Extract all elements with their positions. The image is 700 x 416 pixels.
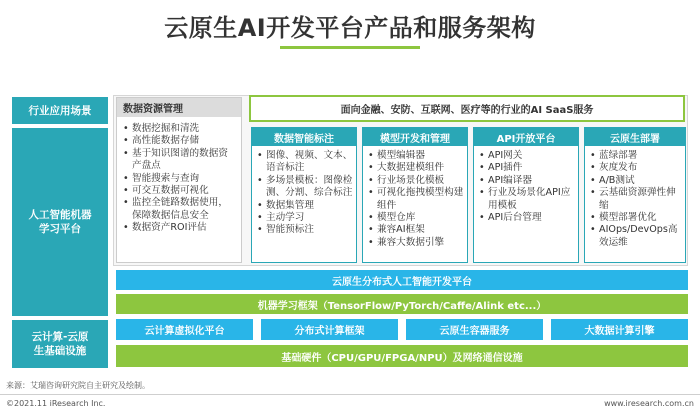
column-title: 数据智能标注 <box>252 128 356 146</box>
label-industry-scenarios: 行业应用场景 <box>12 97 108 124</box>
ml-framework-bar: 机器学习框架（TensorFlow/PyTorch/Caffe/Alink etc...） <box>116 294 688 314</box>
distributed-ai-platform-bar: 云原生分布式人工智能开发平台 <box>116 270 688 290</box>
page-title: 云原生AI开发平台产品和服务架构 <box>164 14 536 42</box>
column-list <box>585 146 685 249</box>
data-resource-panel <box>116 97 242 263</box>
column-title: 模型开发和管理 <box>363 128 467 146</box>
column-data-labeling <box>251 127 357 263</box>
copyright-text: ©2021.11 iResearch Inc. <box>6 399 106 408</box>
column-item: • 主动学习 <box>255 212 353 224</box>
source-note: 来源：艾瑞咨询研究院自主研究及绘制。 <box>6 381 150 390</box>
column-cloud-deployment <box>584 127 686 263</box>
column-item: • 兼容AI框架 <box>366 224 464 236</box>
label-cloud-infrastructure: 云计算-云原 生基础设施 <box>12 320 108 368</box>
column-api-platform <box>473 127 579 263</box>
footer-divider <box>0 394 700 395</box>
column-item: • 行业及场景化API应用模板 <box>477 187 575 212</box>
column-title: API开放平台 <box>474 128 578 146</box>
data-resource-item: • 智能搜索与查询 <box>121 173 237 185</box>
column-item: • 灰度发布 <box>588 162 682 174</box>
data-resource-item: • 数据挖掘和清洗 <box>121 123 237 135</box>
column-item: • API编译器 <box>477 175 575 187</box>
column-item: • AIOps/DevOps高效运维 <box>588 224 682 249</box>
infra-big-data-engine-bar: 大数据计算引擎 <box>551 319 688 340</box>
data-resource-list <box>117 117 241 235</box>
column-item: • A/B测试 <box>588 175 682 187</box>
data-resource-item: • 监控全链路数据使用，保障数据信息安全 <box>121 197 237 222</box>
column-item: • 蓝绿部署 <box>588 150 682 162</box>
column-item: • API后台管理 <box>477 212 575 224</box>
data-resource-item: • 高性能数据存储 <box>121 135 237 147</box>
column-item: • 兼容大数据引擎 <box>366 237 464 249</box>
column-item: • 模型编辑器 <box>366 150 464 162</box>
website-text: www.iresearch.com.cn <box>604 399 694 408</box>
data-resource-item: • 可交互数据可视化 <box>121 185 237 197</box>
title-underline <box>280 46 420 49</box>
saas-services-bar: 面向金融、安防、互联网、医疗等的行业的AI SaaS服务 <box>249 95 685 122</box>
column-list <box>474 146 578 224</box>
column-item: • 图像、视频、文本、语音标注 <box>255 150 353 175</box>
data-resource-item: • 数据资产ROI评估 <box>121 222 237 234</box>
column-item: • 行业场景化模板 <box>366 175 464 187</box>
column-title: 云原生部署 <box>585 128 685 146</box>
column-item: • 多场景模板：图像检测、分割、综合标注 <box>255 175 353 200</box>
column-item: • 可视化拖拽模型构建组件 <box>366 187 464 212</box>
data-resource-item: • 基于知识图谱的数据资产盘点 <box>121 148 237 173</box>
infra-distributed-compute-bar: 分布式计算框架 <box>261 319 398 340</box>
column-item: • 模型仓库 <box>366 212 464 224</box>
column-list <box>252 146 356 237</box>
column-model-development <box>362 127 468 263</box>
column-item: • API网关 <box>477 150 575 162</box>
column-item: • 智能预标注 <box>255 224 353 236</box>
label-ai-ml-platform: 人工智能机器 学习平台 <box>12 128 108 316</box>
infra-virtualization-bar: 云计算虚拟化平台 <box>116 319 253 340</box>
hardware-bar: 基础硬件（CPU/GPU/FPGA/NPU）及网络通信设施 <box>116 345 688 367</box>
data-resource-title: 数据资源管理 <box>117 98 241 117</box>
column-item: • 大数据建模组件 <box>366 162 464 174</box>
column-item: • 模型部署优化 <box>588 212 682 224</box>
infra-container-service-bar: 云原生容器服务 <box>406 319 543 340</box>
column-item: • API插件 <box>477 162 575 174</box>
column-item: • 数据集管理 <box>255 200 353 212</box>
column-item: • 云基础资源弹性伸缩 <box>588 187 682 212</box>
column-list <box>363 146 467 249</box>
